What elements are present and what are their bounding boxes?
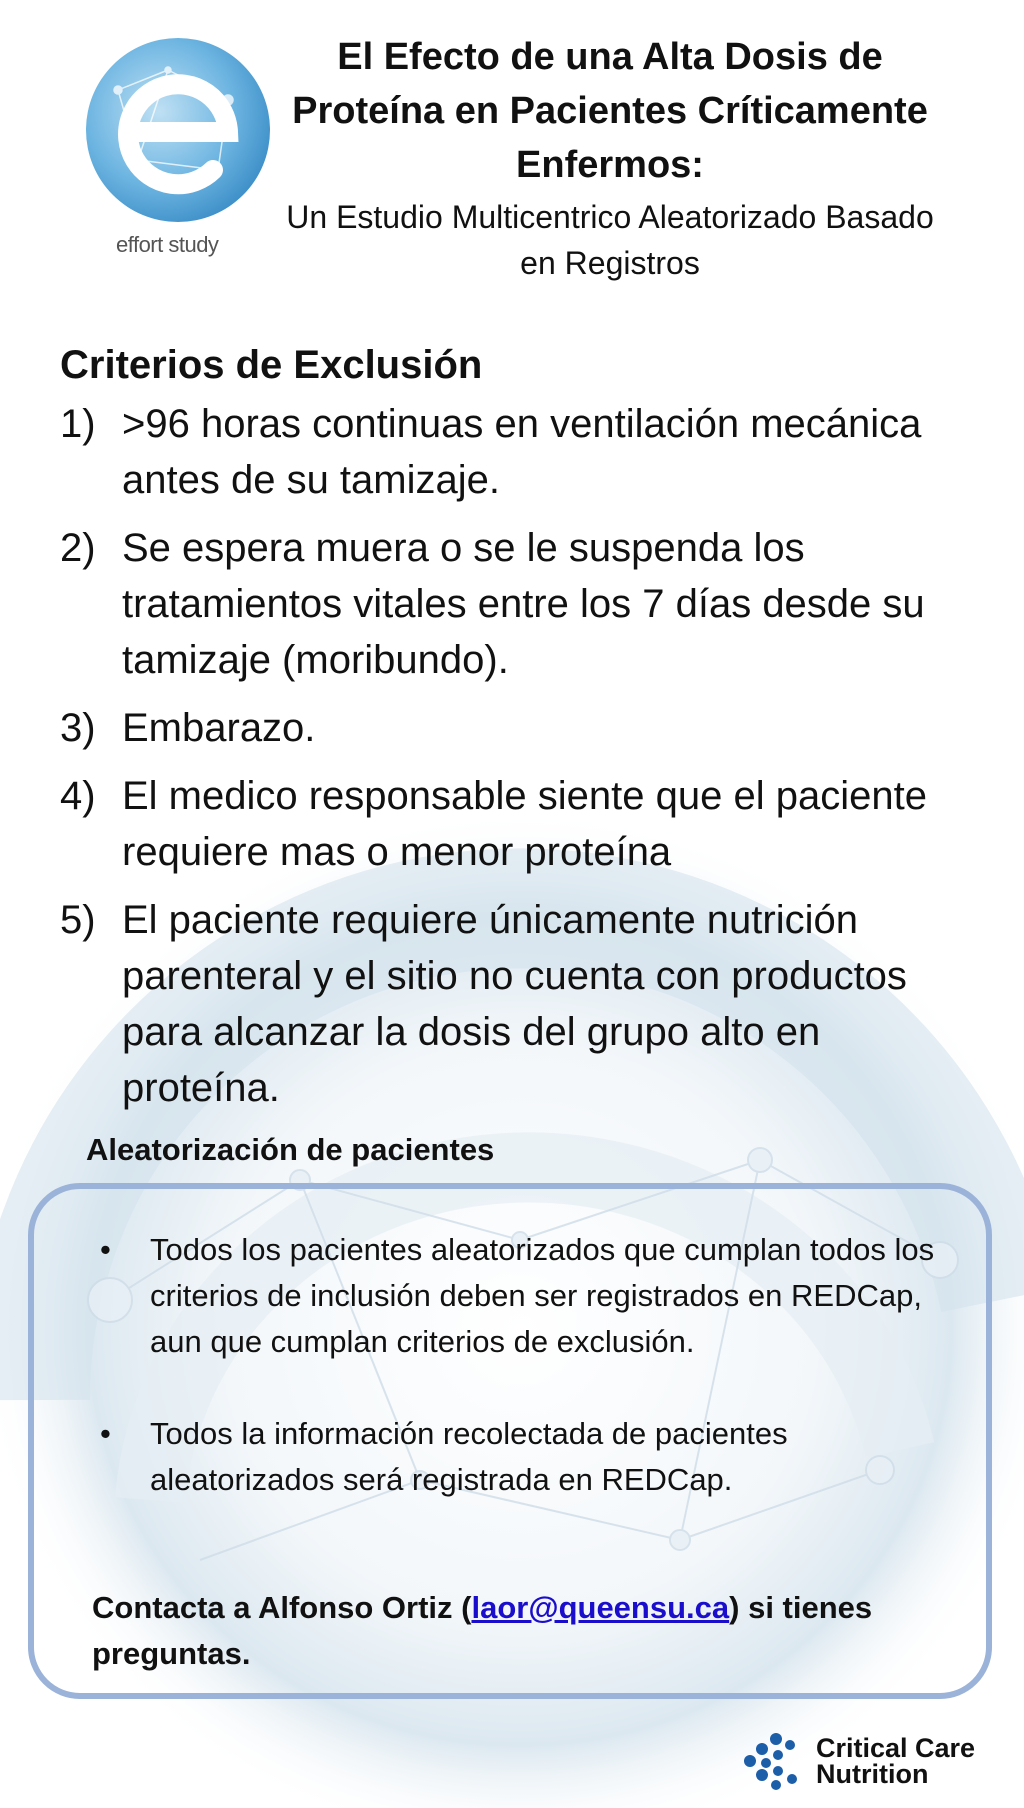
criterion-number: 1)	[60, 402, 96, 446]
header	[270, 30, 950, 286]
contact-email-link[interactable]: laor@queensu.ca	[471, 1590, 730, 1625]
criterion-number: 4)	[60, 774, 96, 818]
page-title: El Efecto de una Alta Dosis de Proteína en Pacientes Críticamente Enfermos:	[292, 36, 928, 186]
exclusion-heading: Criterios de Exclusión	[60, 343, 483, 387]
criterion-item	[60, 700, 970, 756]
logo-caption: effort study	[116, 232, 219, 257]
criterion-text: El medico responsable siente que el paciente requiere mas o menor proteína	[122, 774, 927, 874]
contact-prefix: Contacta a Alfonso Ortiz (	[92, 1590, 472, 1625]
effort-study-logo	[78, 30, 278, 270]
bullet-symbol: •	[100, 1416, 111, 1451]
criterion-text: >96 horas continuas en ventilación mecánica antes de su tamizaje.	[122, 402, 922, 502]
page-subtitle: Un Estudio Multicentrico Aleatorizado Basado en Registros	[286, 199, 934, 281]
criterion-text: Embarazo.	[122, 706, 316, 750]
contact-line	[92, 1585, 972, 1677]
exclusion-criteria-section	[60, 340, 970, 1128]
criterion-number: 3)	[60, 706, 96, 750]
criterion-number: 2)	[60, 526, 96, 570]
ccn-wordmark	[816, 1735, 975, 1787]
bullet-text: Todos la información recolectada de pacientes aleatorizados será registrada en REDCap.	[150, 1416, 788, 1497]
randomization-heading: Aleatorización de pacientes	[86, 1132, 495, 1167]
criterion-item	[60, 892, 970, 1116]
ccn-line-1: Critical Care	[816, 1733, 976, 1763]
bullet-item	[92, 1411, 972, 1503]
criterion-number: 5)	[60, 898, 96, 942]
randomization-box	[28, 1183, 992, 1699]
bullet-text: Todos los pacientes aleatorizados que cumplan todos los criterios de inclusión deben ser registrados en REDCap, aun que cumplan criterios de exclusión.	[150, 1232, 935, 1359]
criterion-item	[60, 520, 970, 688]
criterion-text: Se espera muera o se le suspenda los tratamientos vitales entre los 7 días desde su tamizaje (moribundo).	[122, 526, 925, 682]
criterion-item	[60, 396, 970, 508]
critical-care-nutrition-logo	[738, 1726, 1018, 1796]
bullet-symbol: •	[100, 1232, 111, 1267]
bullet-item	[92, 1227, 972, 1365]
ccn-line-2: Nutrition	[816, 1759, 929, 1789]
criterion-item	[60, 768, 970, 880]
contact-suffix: ) si tienes preguntas.	[92, 1590, 873, 1671]
criterion-text: El paciente requiere únicamente nutrición parenteral y el sitio no cuenta con productos para alcanzar la dosis del grupo alto en proteína.	[122, 898, 907, 1110]
critical-care-nutrition-logo-icon	[738, 1731, 808, 1791]
